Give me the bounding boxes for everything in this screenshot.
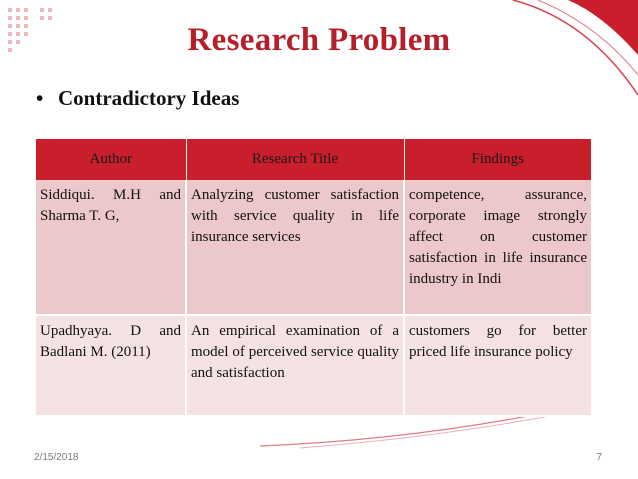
- table-header-row: [36, 139, 591, 180]
- cell-research-title: An empirical examination of a model of perceived service quality and satisfaction: [186, 315, 404, 416]
- slide-title: Research Problem: [187, 22, 451, 58]
- footer-date: 2/15/2018: [34, 452, 79, 463]
- cell-findings: customers go for better priced life insurance policy: [404, 315, 591, 416]
- bullet-icon: •: [36, 86, 44, 110]
- header-research-title: Research Title: [186, 139, 404, 180]
- cell-findings: competence, assurance, corporate image strongly affect on customer satisfaction in life insurance industry in Indi: [404, 180, 591, 315]
- cell-author: Siddiqui. M.H and Sharma T. G,: [36, 180, 186, 315]
- header-findings: Findings: [404, 139, 591, 180]
- bullet-text: Contradictory Ideas: [58, 86, 240, 110]
- cell-research-title: Analyzing customer satisfaction with service quality in life insurance services: [186, 180, 404, 315]
- bullet-item: [36, 86, 239, 111]
- cell-author: Upadhyaya. D and Badlani M. (2011): [36, 315, 186, 416]
- page-number: 7: [596, 452, 602, 463]
- research-table: [36, 139, 591, 417]
- table-row: [36, 180, 591, 315]
- header-author: Author: [36, 139, 186, 180]
- table-row: [36, 315, 591, 416]
